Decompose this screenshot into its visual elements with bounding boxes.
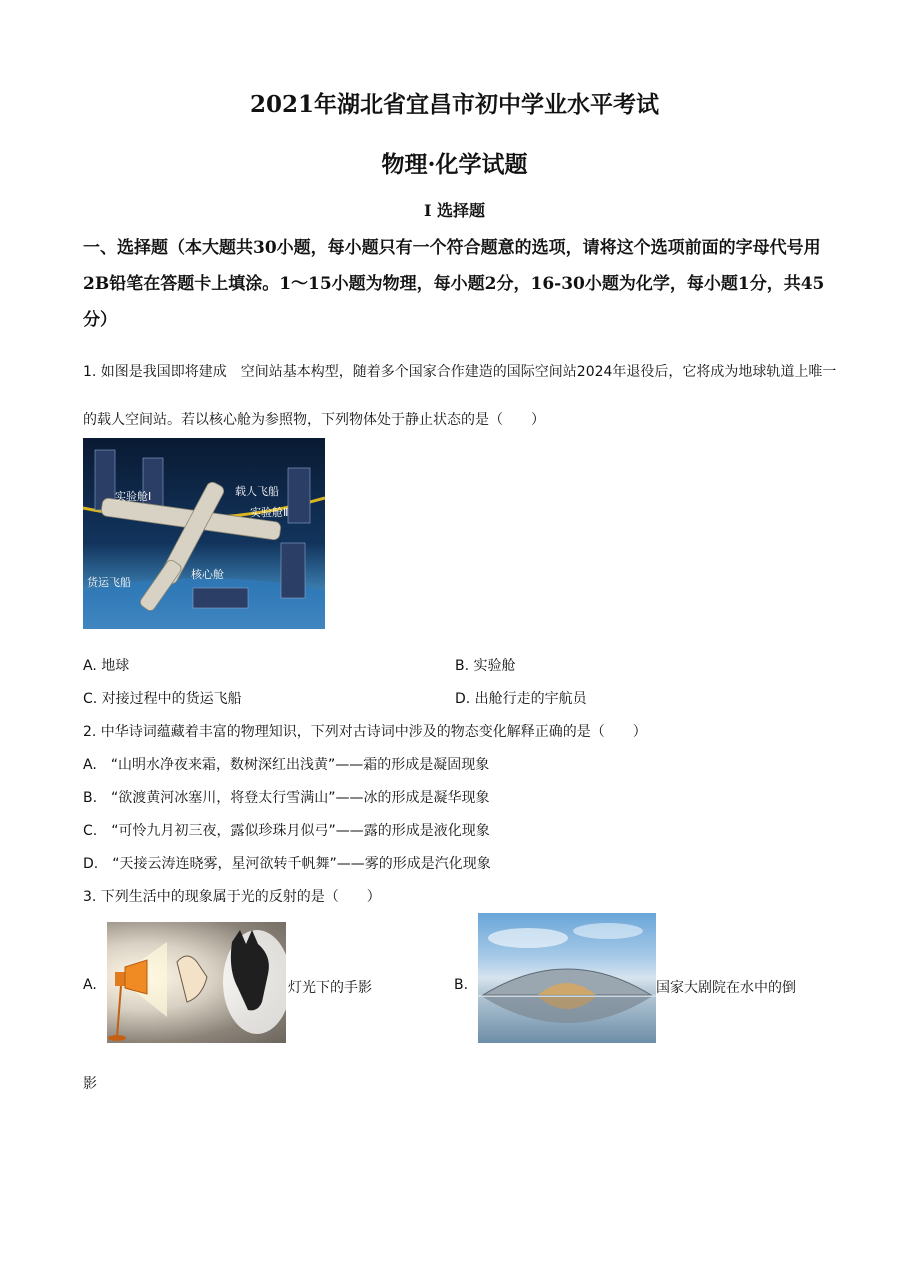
- image-label-cargo-ship: 货运飞船: [87, 576, 131, 589]
- q2-option-a: A. “山明水净夜来霜，数树深红出浅黄”——霜的形成是凝固现象: [83, 757, 490, 773]
- image-label-lab-module-1: 实验舱Ⅰ: [115, 490, 152, 503]
- q3-option-b-letter: B.: [454, 977, 469, 993]
- q1-option-c: C. 对接过程中的货运飞船: [83, 691, 242, 707]
- question-1-text: 1. 如图是我国即将建成 空间站基本构型，随着多个国家合作建造的国际空间站2024年退役后，它将成为地球轨道上唯一的载人空间站。若以核心舱为参照物，下列物体处于静止状态的是（ ）: [83, 364, 837, 428]
- q2-option-d: D. “天接云涛连晓雾，星河欲转千帆舞”——雾的形成是汽化现象: [83, 856, 491, 872]
- national-theater-reflection-image: [478, 913, 656, 1043]
- q3-option-b-text: 国家大剧院在水中的倒: [656, 980, 796, 996]
- section-heading: I 选择题: [423, 201, 486, 220]
- q1-option-d: D. 出舱行走的宇航员: [455, 691, 587, 707]
- image-label-lab-module-2: 实验舱Ⅱ: [250, 506, 289, 519]
- space-station-image: [83, 438, 325, 629]
- section-instructions: 一、选择题（本大题共30小题，每小题只有一个符合题意的选项，请将这个选项前面的字母代号用2B铅笔在答题卡上填涂。1～15小题为物理，每小题2分，16-30小题为化学，每小题1分，共45分）: [83, 238, 825, 330]
- image-label-crew-ship: 载人飞船: [235, 485, 279, 498]
- exam-title: 2021年湖北省宜昌市初中学业水平考试: [249, 91, 659, 118]
- question-3-text: 3. 下列生活中的现象属于光的反射的是（ ）: [83, 889, 381, 905]
- hand-shadow-image: [107, 922, 286, 1043]
- q3-option-b-text-wrap: 影: [83, 1076, 97, 1092]
- exam-subtitle: 物理·化学试题: [381, 151, 528, 178]
- image-label-core-module: 核心舱: [191, 568, 224, 581]
- q3-option-a-letter: A.: [83, 977, 97, 993]
- q2-option-c: C. “可怜九月初三夜，露似珍珠月似弓”——露的形成是液化现象: [83, 823, 490, 839]
- question-2-text: 2. 中华诗词蕴藏着丰富的物理知识，下列对古诗词中涉及的物态变化解释正确的是（ ）: [83, 724, 647, 740]
- q3-option-a-text: 灯光下的手影: [288, 980, 372, 996]
- q1-option-b: B. 实验舱: [455, 658, 516, 674]
- q1-option-a: A. 地球: [83, 658, 130, 674]
- q2-option-b: B. “欲渡黄河冰塞川，将登太行雪满山”——冰的形成是凝华现象: [83, 790, 490, 806]
